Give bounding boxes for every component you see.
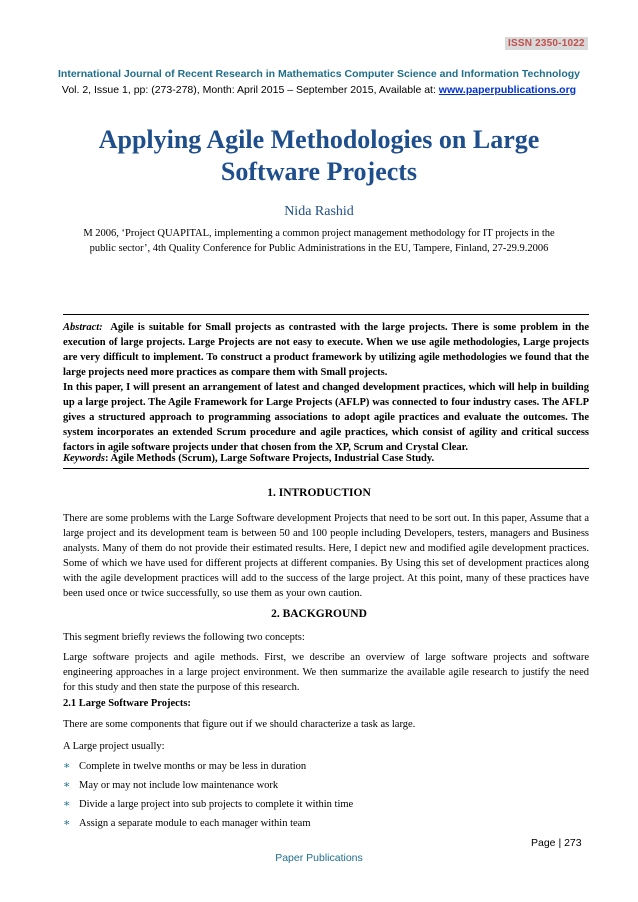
keywords-label: Keywords (63, 453, 105, 464)
subsection-heading-large-projects: 2.1 Large Software Projects: (63, 698, 191, 709)
section-heading-background: 2. BACKGROUND (271, 608, 367, 620)
abstract-top-rule (63, 314, 589, 315)
asterisk-bullet-icon: ∗ (63, 817, 71, 829)
keywords-text: : Agile Methods (Scrum), Large Software Projects, Industrial Case Study. (105, 453, 435, 464)
abstract-paragraph-2: In this paper, I will present an arrangement of latest and changed development practices, which will help in building up a large project. The Agile Framework for Large Projects (AFLP) was connected to four industry cases. The AFLP gives a structured approach to programming associations to adopt agile practices and evaluate the outcomes. The system incorporates an extended Scrum procedure and agile practices, which consist of agility and critical success factors in agile software projects under that chosen from the XP, Scrum and Crystal Clear. (63, 382, 589, 453)
asterisk-bullet-icon: ∗ (63, 779, 71, 791)
list-item (63, 759, 589, 778)
list-item (63, 778, 589, 797)
keywords-line (63, 451, 589, 466)
abstract-label: Abstract: (63, 322, 103, 333)
background-text: Large software projects and agile methods. First, we describe an overview of large software projects and software engineering approaches in a large project environment. We then summarize the available agile research to justify the need for this study and then state the purpose of this research. (63, 652, 589, 693)
paper-title (0, 124, 638, 188)
publisher-footer (0, 852, 638, 864)
introduction-text: There are some problems with the Large Software development Projects that need to be sort out. In this paper, Assume that a large project and its development team is between 50 and 100 people including Developers, testers, managers and Business analysts. Many of them do not provide their estimated results. Here, I depict new and modified agile development practices. Some of which we have used for different projects at different companies. By Using this set of development practices along with the agile development practices will add to the success of the large project. At this point, many of these practices have been used once or twice successfully, so use them as your own caution. (63, 513, 589, 599)
journal-info (0, 84, 638, 96)
author-name: Nida Rashid (284, 204, 354, 219)
abstract-text-1: Agile is suitable for Small projects as contrasted with the large projects. There is some problem in the execution of large projects. Large Projects are not easy to execute. When we use agile methodologies, Large projects are very difficult to implement. To construct a product framework by utilizing agile methodologies we found that the large projects need more practices as compare them with Small projects. (63, 322, 590, 378)
publisher-link[interactable]: Paper Publications (275, 852, 363, 864)
asterisk-bullet-icon: ∗ (63, 760, 71, 772)
paper-title-line-2: Software Projects (220, 157, 418, 186)
abstract-block (63, 320, 589, 455)
list-item-text: Complete in twelve months or may be less in duration (79, 761, 307, 772)
list-item-text: Divide a large project into sub projects to complete it within time (79, 799, 354, 810)
section-heading-introduction: 1. INTRODUCTION (267, 487, 371, 499)
abstract-bottom-rule (63, 468, 589, 469)
asterisk-bullet-icon: ∗ (63, 798, 71, 810)
background-intro-text: This segment briefly reviews the following two concepts: (63, 632, 305, 643)
paper-title-line-1: Applying Agile Methodologies on Large (98, 125, 540, 154)
journal-title: International Journal of Recent Research in Mathematics Computer Science and Information Technology (58, 68, 580, 80)
list-item-text: Assign a separate module to each manager within team (79, 818, 311, 829)
journal-url-link[interactable]: www.paperpublications.org (438, 84, 577, 96)
abstract-paragraph-1 (63, 320, 589, 380)
list-item (63, 797, 589, 816)
list-item (63, 816, 589, 835)
author-affiliation: M 2006, ‘Project QUAPITAL, implementing a common project management methodology for IT projects in the public sector’, 4th Quality Conference for Public Administrations in the EU, Tampere, Finland, 27-29.9.2006 (83, 228, 555, 254)
large-project-characteristics-list (63, 759, 589, 835)
issn-badge: ISSN 2350-1022 (505, 37, 588, 50)
list-intro-text: A Large project usually: (63, 741, 165, 752)
subsection-text: There are some components that figure out if we should characterize a task as large. (63, 719, 416, 730)
page-number: Page | 273 (531, 837, 582, 849)
list-item-text: May or may not include low maintenance work (79, 780, 279, 791)
journal-info-text: Vol. 2, Issue 1, pp: (273-278), Month: April 2015 – September 2015, Available at: (61, 84, 439, 96)
